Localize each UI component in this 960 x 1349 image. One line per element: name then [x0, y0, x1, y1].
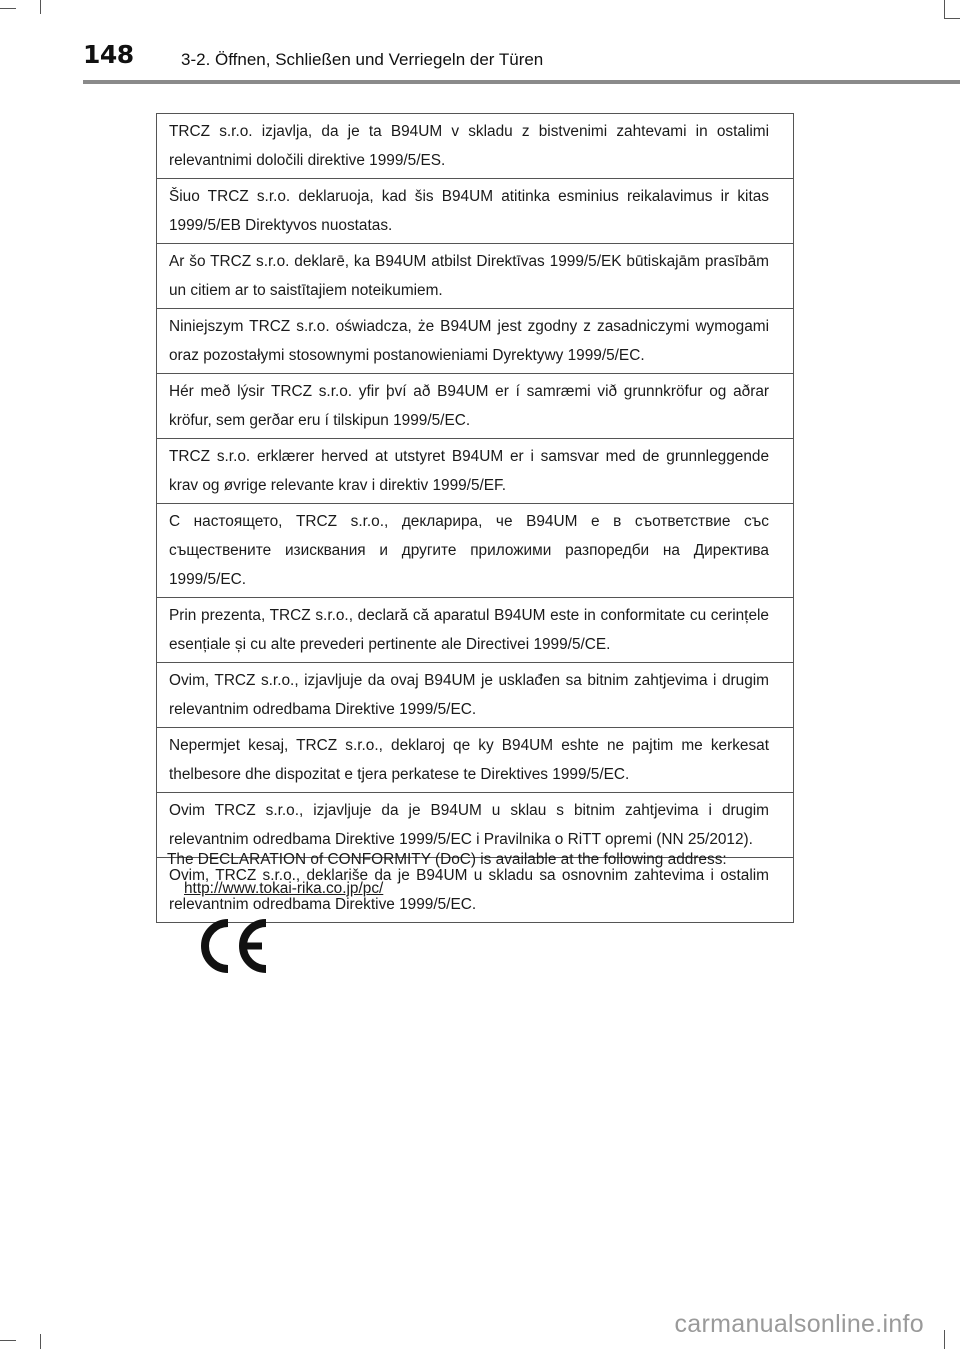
header-rule [83, 80, 960, 84]
declaration-cell: Ovim, TRCZ s.r.o., izjavljuje da ovaj B94UM je usklađen sa bitnim zahtjevima i drugim relevantnim odredbama Direktive 1999/5/EC. [157, 663, 794, 728]
table-row [157, 374, 794, 439]
table-row [157, 439, 794, 504]
ce-mark-icon [194, 918, 270, 979]
declaration-cell: Ovim, TRCZ s.r.o., deklariše da je B94UM u skladu sa osnovnim zahtevima i ostalim relevantnim odredbama Direktive 1999/5/EC. [157, 858, 794, 923]
crop-mark [0, 1340, 16, 1341]
table-row [157, 309, 794, 374]
table-row [157, 504, 794, 598]
declaration-cell: Šiuo TRCZ s.r.o. deklaruoja, kad šis B94UM atitinka esminius reikalavimus ir kitas 1999/5/EB Direktyvos nuostatas. [157, 179, 794, 244]
crop-mark [40, 1334, 41, 1349]
declaration-cell: TRCZ s.r.o. izjavlja, da je ta B94UM v skladu z bistvenimi zahtevami in ostalimi relevantnimi določili direktive 1999/5/ES. [157, 114, 794, 179]
crop-mark [944, 1330, 945, 1349]
table-row [157, 598, 794, 663]
declaration-cell: Niniejszym TRCZ s.r.o. oświadcza, że B94UM jest zgodny z zasadniczymi wymogami oraz pozostałymi stosownymi postanowieniami Dyrektywy 1999/5/EC. [157, 309, 794, 374]
watermark: carmanualsonline.info [674, 1310, 924, 1338]
page-header [0, 0, 960, 90]
table-row [157, 114, 794, 179]
table-row [157, 793, 794, 858]
table-row [157, 663, 794, 728]
doc-availability-note: The DECLARATION of CONFORMITY (DoC) is available at the following address: [167, 851, 727, 868]
chapter-title: 3-2. Öffnen, Schließen und Verriegeln der Türen [181, 50, 544, 69]
declaration-cell: Prin prezenta, TRCZ s.r.o., declară că aparatul B94UM este in conformitate cu cerințele esențiale și cu alte prevederi pertinente ale Directivei 1999/5/CE. [157, 598, 794, 663]
table-row [157, 728, 794, 793]
table-row [157, 244, 794, 309]
declarations-table [156, 113, 794, 923]
declaration-cell: TRCZ s.r.o. erklærer herved at utstyret B94UM er i samsvar med de grunnleggende krav og øvrige relevante krav i direktiv 1999/5/EF. [157, 439, 794, 504]
declaration-cell: Ar šo TRCZ s.r.o. deklarē, ka B94UM atbilst Direktīvas 1999/5/EK būtiskajām prasībām un citiem ar to saistītajiem noteikumiem. [157, 244, 794, 309]
doc-url-link[interactable]: http://www.tokai-rika.co.jp/pc/ [184, 880, 384, 897]
table-row [157, 179, 794, 244]
page-number: 148 [83, 40, 134, 69]
declaration-cell: С настоящето, TRCZ s.r.o., декларира, че B94UM е в съответствие със съществените изисквания и другите приложими разпоредби на Директива 1999/5/EC. [157, 504, 794, 598]
declaration-cell: Ovim TRCZ s.r.o., izjavljuje da je B94UM u sklau s bitnim zahtjevima i drugim relevantnim odredbama Direktive 1999/5/EC i Pravilnika o RiTT opremi (NN 25/2012). [157, 793, 794, 858]
declaration-cell: Nepermjet kesaj, TRCZ s.r.o., deklaroj qe ky B94UM eshte ne pajtim me kerkesat thelbesore dhe dispozitat e tjera perkatese te Direktives 1999/5/EC. [157, 728, 794, 793]
declaration-cell: Hér með lýsir TRCZ s.r.o. yfir því að B94UM er í samræmi við grunnkröfur og aðrar kröfur, sem gerðar eru í tilskipun 1999/5/EC. [157, 374, 794, 439]
